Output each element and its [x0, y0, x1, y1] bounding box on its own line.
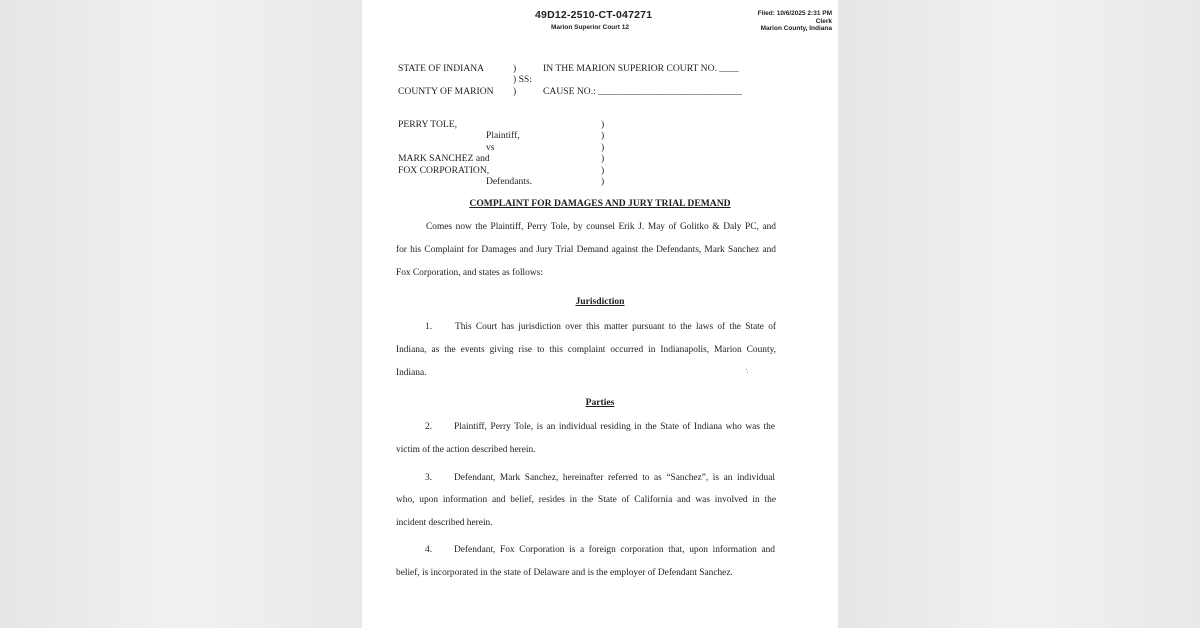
filed-clerk: Clerk: [815, 17, 832, 25]
paragraph-2-line-2: victim of the action described herein.: [396, 445, 536, 455]
plaintiff-role: Plaintiff,: [486, 130, 520, 141]
case-number: 49D12-2510-CT-047271: [535, 9, 653, 21]
paragraph-2-line-1: Plaintiff, Perry Tole, is an individual residing in the State of Indiana who was the: [454, 422, 775, 432]
paragraph-3-line-1: Defendant, Mark Sanchez, hereinafter referred to as “Sanchez”, is an individual: [454, 473, 775, 483]
filed-stamp: [758, 10, 832, 33]
section-heading-parties: Parties: [585, 397, 615, 408]
defendants-role: Defendants.: [486, 176, 533, 187]
paragraph-1-line-2: Indiana, as the events giving rise to this complaint occurred in Indianapolis, Marion County,: [396, 345, 776, 355]
caption-ss: ) SS:: [513, 74, 532, 85]
defendant-2: FOX CORPORATION,: [398, 165, 490, 176]
intro-line-1: Comes now the Plaintiff, Perry Tole, by counsel Erik J. May of Golitko & Daly PC, and: [426, 222, 776, 232]
court-name: Marion Superior Court 12: [551, 24, 630, 31]
caption-bracket: ): [601, 119, 605, 130]
defendant-1: MARK SANCHEZ and: [398, 153, 490, 164]
caption-bracket: ): [601, 130, 605, 141]
scan-speck: [746, 369, 747, 370]
filed-county: Marion County, Indiana: [760, 25, 832, 32]
caption-court: IN THE MARION SUPERIOR COURT NO. ____: [543, 63, 739, 74]
caption-state: STATE OF INDIANA: [398, 63, 485, 74]
intro-line-2: for his Complaint for Damages and Jury Trial Demand against the Defendants, Mark Sanchez and: [396, 245, 776, 255]
paragraph-1-line-3: Indiana.: [396, 368, 427, 378]
paragraph-4-line-2: belief, is incorporated in the state of Delaware and is the employer of Defendant Sanchez.: [396, 568, 733, 578]
caption-bracket: ): [601, 165, 605, 176]
background-left: [0, 0, 362, 628]
paragraph-number: 3.: [425, 473, 433, 483]
caption-bracket: ): [601, 176, 605, 187]
document-title: COMPLAINT FOR DAMAGES AND JURY TRIAL DEMAND: [469, 198, 731, 209]
caption-county: COUNTY OF MARION: [398, 86, 494, 97]
versus: vs: [486, 142, 495, 153]
paragraph-number: 2.: [425, 422, 433, 432]
background-right: [838, 0, 1200, 628]
paragraph-number: 4.: [425, 545, 433, 555]
paragraph-number: 1.: [425, 322, 433, 332]
caption-bracket: ): [601, 142, 605, 153]
caption-cause: CAUSE NO.: ______________________________: [543, 86, 743, 97]
filed-date: Filed: 10/6/2025 2:31 PM: [757, 10, 832, 17]
paragraph-4-line-1: Defendant, Fox Corporation is a foreign corporation that, upon information and: [454, 545, 775, 555]
caption-bracket: ): [601, 153, 605, 164]
caption-paren-1: ): [513, 63, 517, 74]
plaintiff-name: PERRY TOLE,: [398, 119, 457, 130]
caption-paren-2: ): [513, 86, 517, 97]
paragraph-1-line-1: This Court has jurisdiction over this matter pursuant to the laws of the State of: [455, 322, 776, 332]
paragraph-3-line-2: who, upon information and belief, resides in the State of California and was involved in the: [396, 495, 776, 505]
intro-line-3: Fox Corporation, and states as follows:: [396, 268, 543, 278]
document-page: [362, 0, 838, 628]
scan-speck: [747, 372, 748, 373]
paragraph-3-line-3: incident described herein.: [396, 518, 493, 528]
section-heading-jurisdiction: Jurisdiction: [575, 296, 625, 307]
